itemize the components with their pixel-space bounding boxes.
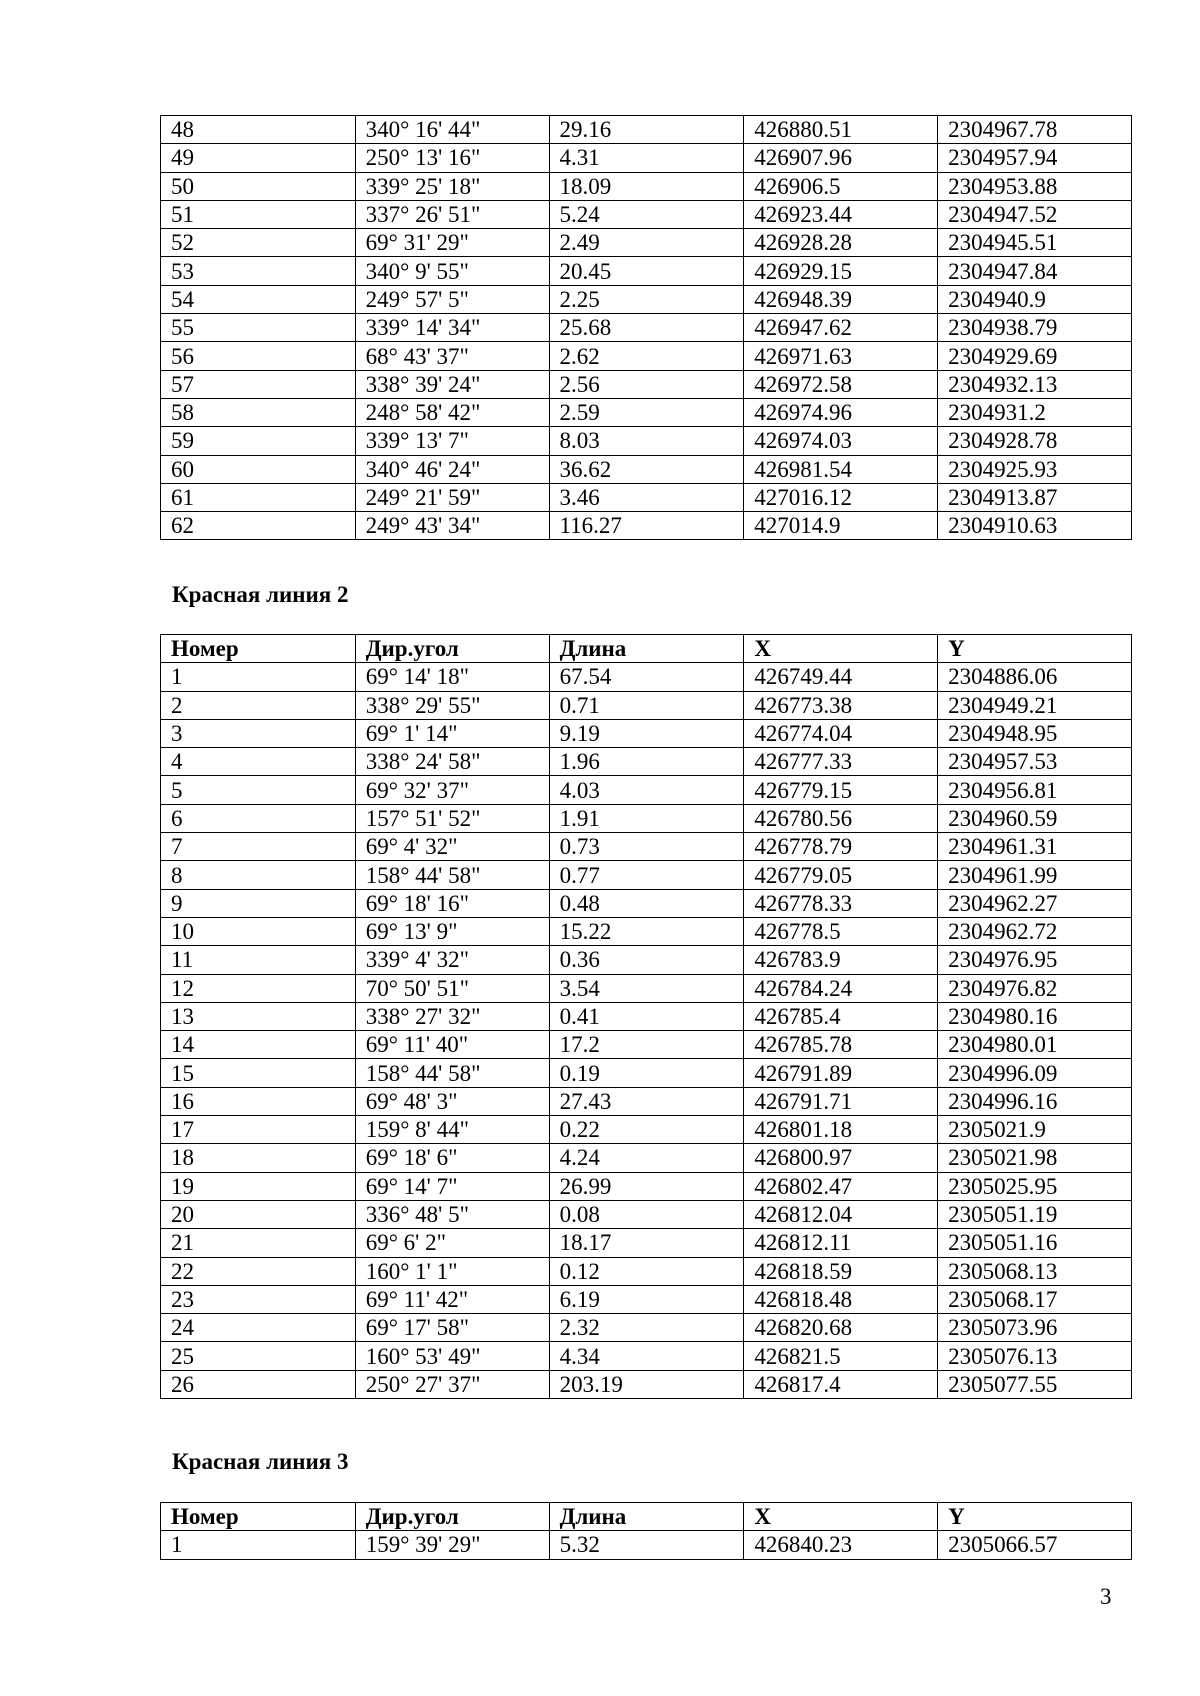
cell-length: 6.19 [549,1285,744,1313]
cell-number: 6 [161,804,356,832]
cell-y: 2304976.95 [938,946,1132,974]
cell-direction-angle: 160° 53' 49" [355,1342,549,1370]
cell-x: 426929.15 [744,257,938,285]
cell-direction-angle: 69° 18' 6" [355,1144,549,1172]
cell-y: 2304910.63 [938,512,1132,540]
cell-y: 2305021.98 [938,1144,1132,1172]
cell-length: 18.09 [549,172,744,200]
table-row [161,889,1132,917]
cell-length: 29.16 [549,116,744,144]
cell-length: 4.03 [549,776,744,804]
cell-direction-angle: 159° 39' 29" [355,1531,549,1559]
cell-y: 2304962.27 [938,889,1132,917]
table-row [161,455,1132,483]
cell-x: 426821.5 [744,1342,938,1370]
cell-y: 2305073.96 [938,1314,1132,1342]
cell-number: 16 [161,1087,356,1115]
table-row [161,1031,1132,1059]
table-row [161,861,1132,889]
cell-y: 2305077.55 [938,1370,1132,1398]
cell-direction-angle: 69° 32' 37" [355,776,549,804]
cell-length: 1.96 [549,748,744,776]
cell-number: 61 [161,483,356,511]
cell-length: 4.34 [549,1342,744,1370]
cell-x: 426972.58 [744,370,938,398]
cell-length: 203.19 [549,1370,744,1398]
cell-y: 2304980.16 [938,1002,1132,1030]
table-row [161,748,1132,776]
cell-direction-angle: 338° 39' 24" [355,370,549,398]
cell-y: 2305068.13 [938,1257,1132,1285]
cell-direction-angle: 340° 46' 24" [355,455,549,483]
cell-direction-angle: 69° 11' 40" [355,1031,549,1059]
cell-x: 426947.62 [744,314,938,342]
cell-y: 2304967.78 [938,116,1132,144]
cell-x: 426773.38 [744,691,938,719]
cell-y: 2304929.69 [938,342,1132,370]
cell-x: 426817.4 [744,1370,938,1398]
cell-direction-angle: 338° 29' 55" [355,691,549,719]
cell-number: 53 [161,257,356,285]
table-row [161,427,1132,455]
cell-x: 426780.56 [744,804,938,832]
cell-length: 5.24 [549,200,744,228]
cell-direction-angle: 69° 18' 16" [355,889,549,917]
cell-y: 2304961.31 [938,833,1132,861]
cell-x: 426778.5 [744,917,938,945]
cell-y: 2305051.19 [938,1200,1132,1228]
cell-length: 3.46 [549,483,744,511]
table-row [161,1172,1132,1200]
table-row [161,1257,1132,1285]
cell-y: 2305051.16 [938,1229,1132,1257]
cell-x: 426801.18 [744,1116,938,1144]
table-row [161,1116,1132,1144]
cell-length: 9.19 [549,719,744,747]
cell-length: 20.45 [549,257,744,285]
column-header-y: Y [938,1503,1132,1531]
cell-number: 10 [161,917,356,945]
cell-direction-angle: 340° 9' 55" [355,257,549,285]
cell-length: 27.43 [549,1087,744,1115]
cell-x: 426783.9 [744,946,938,974]
cell-y: 2304932.13 [938,370,1132,398]
coordinates-table-red-line-2 [160,634,1132,1399]
cell-y: 2305021.9 [938,1116,1132,1144]
cell-x: 426812.04 [744,1200,938,1228]
cell-y: 2305025.95 [938,1172,1132,1200]
column-header-number: Номер [161,1503,356,1531]
table-row [161,1144,1132,1172]
cell-length: 15.22 [549,917,744,945]
cell-direction-angle: 158° 44' 58" [355,1059,549,1087]
table-row [161,804,1132,832]
table-row [161,285,1132,313]
cell-y: 2305076.13 [938,1342,1132,1370]
table-row [161,917,1132,945]
table-row [161,398,1132,426]
table-row [161,1314,1132,1342]
cell-x: 426778.33 [744,889,938,917]
cell-y: 2305068.17 [938,1285,1132,1313]
cell-x: 426800.97 [744,1144,938,1172]
column-header-x: X [744,635,938,663]
cell-direction-angle: 336° 48' 5" [355,1200,549,1228]
cell-number: 1 [161,1531,356,1559]
cell-x: 426818.48 [744,1285,938,1313]
cell-x: 426778.79 [744,833,938,861]
cell-number: 55 [161,314,356,342]
cell-length: 8.03 [549,427,744,455]
cell-y: 2304961.99 [938,861,1132,889]
cell-y: 2304962.72 [938,917,1132,945]
column-header-x: X [744,1503,938,1531]
cell-number: 48 [161,116,356,144]
cell-x: 426812.11 [744,1229,938,1257]
cell-x: 426981.54 [744,455,938,483]
cell-direction-angle: 249° 21' 59" [355,483,549,511]
cell-x: 426820.68 [744,1314,938,1342]
table-row [161,257,1132,285]
cell-y: 2305066.57 [938,1531,1132,1559]
cell-length: 1.91 [549,804,744,832]
cell-x: 426818.59 [744,1257,938,1285]
cell-length: 4.24 [549,1144,744,1172]
cell-direction-angle: 339° 13' 7" [355,427,549,455]
cell-x: 426906.5 [744,172,938,200]
cell-number: 50 [161,172,356,200]
cell-y: 2304947.52 [938,200,1132,228]
cell-length: 36.62 [549,455,744,483]
cell-direction-angle: 69° 13' 9" [355,917,549,945]
cell-direction-angle: 70° 50' 51" [355,974,549,1002]
cell-y: 2304948.95 [938,719,1132,747]
cell-number: 14 [161,1031,356,1059]
cell-y: 2304960.59 [938,804,1132,832]
cell-length: 2.25 [549,285,744,313]
cell-direction-angle: 69° 1' 14" [355,719,549,747]
cell-length: 2.59 [549,398,744,426]
table-row [161,833,1132,861]
cell-number: 60 [161,455,356,483]
cell-x: 426785.78 [744,1031,938,1059]
table-row [161,116,1132,144]
cell-number: 58 [161,398,356,426]
cell-number: 56 [161,342,356,370]
table-row [161,1285,1132,1313]
cell-number: 54 [161,285,356,313]
cell-direction-angle: 69° 11' 42" [355,1285,549,1313]
cell-number: 22 [161,1257,356,1285]
table-row [161,342,1132,370]
cell-x: 426749.44 [744,663,938,691]
table-row [161,776,1132,804]
cell-number: 51 [161,200,356,228]
coordinates-table-continued [160,115,1132,540]
column-header-length: Длина [549,635,744,663]
cell-number: 26 [161,1370,356,1398]
cell-number: 12 [161,974,356,1002]
cell-direction-angle: 69° 31' 29" [355,229,549,257]
cell-direction-angle: 69° 6' 2" [355,1229,549,1257]
table-row [161,1531,1132,1559]
cell-number: 9 [161,889,356,917]
table-row [161,1059,1132,1087]
cell-x: 427014.9 [744,512,938,540]
cell-direction-angle: 157° 51' 52" [355,804,549,832]
cell-length: 25.68 [549,314,744,342]
cell-length: 0.77 [549,861,744,889]
cell-number: 52 [161,229,356,257]
column-header-direction-angle: Дир.угол [355,635,549,663]
cell-direction-angle: 339° 4' 32" [355,946,549,974]
cell-number: 1 [161,663,356,691]
cell-length: 18.17 [549,1229,744,1257]
table-row [161,370,1132,398]
cell-length: 26.99 [549,1172,744,1200]
cell-length: 4.31 [549,144,744,172]
cell-y: 2304980.01 [938,1031,1132,1059]
cell-x: 426777.33 [744,748,938,776]
cell-direction-angle: 249° 57' 5" [355,285,549,313]
cell-number: 3 [161,719,356,747]
column-header-number: Номер [161,635,356,663]
cell-y: 2304957.94 [938,144,1132,172]
cell-length: 0.36 [549,946,744,974]
cell-length: 0.12 [549,1257,744,1285]
cell-direction-angle: 248° 58' 42" [355,398,549,426]
cell-y: 2304913.87 [938,483,1132,511]
cell-y: 2304886.06 [938,663,1132,691]
cell-y: 2304996.09 [938,1059,1132,1087]
cell-y: 2304956.81 [938,776,1132,804]
cell-y: 2304938.79 [938,314,1132,342]
table-row [161,144,1132,172]
page-number: 3 [1100,1584,1112,1609]
cell-direction-angle: 68° 43' 37" [355,342,549,370]
table-row [161,1200,1132,1228]
section-title-red-line-2: Красная линия 2 [172,582,349,607]
cell-direction-angle: 160° 1' 1" [355,1257,549,1285]
cell-x: 426948.39 [744,285,938,313]
cell-number: 24 [161,1314,356,1342]
table-row [161,229,1132,257]
cell-number: 18 [161,1144,356,1172]
table-row [161,1370,1132,1398]
table-row [161,200,1132,228]
table-row [161,1229,1132,1257]
cell-x: 426880.51 [744,116,938,144]
cell-length: 67.54 [549,663,744,691]
cell-length: 0.22 [549,1116,744,1144]
cell-length: 5.32 [549,1531,744,1559]
cell-length: 116.27 [549,512,744,540]
cell-number: 13 [161,1002,356,1030]
table-row [161,172,1132,200]
cell-direction-angle: 338° 27' 32" [355,1002,549,1030]
cell-number: 11 [161,946,356,974]
cell-length: 3.54 [549,974,744,1002]
column-header-length: Длина [549,1503,744,1531]
cell-direction-angle: 250° 27' 37" [355,1370,549,1398]
cell-x: 426791.89 [744,1059,938,1087]
cell-number: 23 [161,1285,356,1313]
cell-number: 49 [161,144,356,172]
table-row [161,663,1132,691]
cell-y: 2304928.78 [938,427,1132,455]
cell-x: 426791.71 [744,1087,938,1115]
cell-x: 426785.4 [744,1002,938,1030]
cell-y: 2304953.88 [938,172,1132,200]
cell-number: 21 [161,1229,356,1257]
table-row [161,974,1132,1002]
cell-number: 19 [161,1172,356,1200]
cell-y: 2304947.84 [938,257,1132,285]
cell-y: 2304945.51 [938,229,1132,257]
cell-x: 427016.12 [744,483,938,511]
cell-length: 2.32 [549,1314,744,1342]
cell-number: 15 [161,1059,356,1087]
column-header-y: Y [938,635,1132,663]
cell-x: 426774.04 [744,719,938,747]
cell-direction-angle: 69° 17' 58" [355,1314,549,1342]
cell-length: 0.08 [549,1200,744,1228]
cell-number: 2 [161,691,356,719]
table-row [161,691,1132,719]
table-row [161,483,1132,511]
cell-x: 426784.24 [744,974,938,1002]
section-title-red-line-3: Красная линия 3 [172,1449,349,1474]
cell-direction-angle: 339° 14' 34" [355,314,549,342]
cell-y: 2304925.93 [938,455,1132,483]
cell-number: 4 [161,748,356,776]
table-header-row [161,1503,1132,1531]
cell-number: 5 [161,776,356,804]
cell-y: 2304949.21 [938,691,1132,719]
cell-direction-angle: 69° 14' 18" [355,663,549,691]
cell-x: 426974.96 [744,398,938,426]
cell-direction-angle: 69° 48' 3" [355,1087,549,1115]
cell-length: 0.41 [549,1002,744,1030]
cell-length: 0.71 [549,691,744,719]
table-row [161,314,1132,342]
cell-length: 0.19 [549,1059,744,1087]
cell-direction-angle: 158° 44' 58" [355,861,549,889]
cell-x: 426923.44 [744,200,938,228]
cell-y: 2304996.16 [938,1087,1132,1115]
table-row [161,946,1132,974]
table-row [161,1002,1132,1030]
table-row [161,1342,1132,1370]
table-row [161,512,1132,540]
cell-direction-angle: 250° 13' 16" [355,144,549,172]
cell-number: 59 [161,427,356,455]
cell-length: 0.48 [549,889,744,917]
table-row [161,719,1132,747]
cell-length: 2.56 [549,370,744,398]
cell-direction-angle: 249° 43' 34" [355,512,549,540]
cell-x: 426779.15 [744,776,938,804]
cell-direction-angle: 339° 25' 18" [355,172,549,200]
cell-x: 426928.28 [744,229,938,257]
cell-y: 2304976.82 [938,974,1132,1002]
cell-x: 426974.03 [744,427,938,455]
cell-number: 20 [161,1200,356,1228]
cell-y: 2304931.2 [938,398,1132,426]
cell-number: 7 [161,833,356,861]
cell-x: 426779.05 [744,861,938,889]
table-row [161,1087,1132,1115]
cell-length: 0.73 [549,833,744,861]
cell-number: 57 [161,370,356,398]
cell-y: 2304957.53 [938,748,1132,776]
cell-length: 17.2 [549,1031,744,1059]
cell-x: 426840.23 [744,1531,938,1559]
cell-direction-angle: 338° 24' 58" [355,748,549,776]
cell-x: 426971.63 [744,342,938,370]
cell-direction-angle: 69° 4' 32" [355,833,549,861]
cell-x: 426907.96 [744,144,938,172]
cell-y: 2304940.9 [938,285,1132,313]
cell-number: 17 [161,1116,356,1144]
cell-number: 8 [161,861,356,889]
cell-length: 2.49 [549,229,744,257]
column-header-direction-angle: Дир.угол [355,1503,549,1531]
cell-x: 426802.47 [744,1172,938,1200]
cell-length: 2.62 [549,342,744,370]
cell-number: 25 [161,1342,356,1370]
cell-number: 62 [161,512,356,540]
table-header-row [161,635,1132,663]
cell-direction-angle: 340° 16' 44" [355,116,549,144]
coordinates-table-red-line-3 [160,1502,1132,1560]
cell-direction-angle: 159° 8' 44" [355,1116,549,1144]
cell-direction-angle: 337° 26' 51" [355,200,549,228]
cell-direction-angle: 69° 14' 7" [355,1172,549,1200]
